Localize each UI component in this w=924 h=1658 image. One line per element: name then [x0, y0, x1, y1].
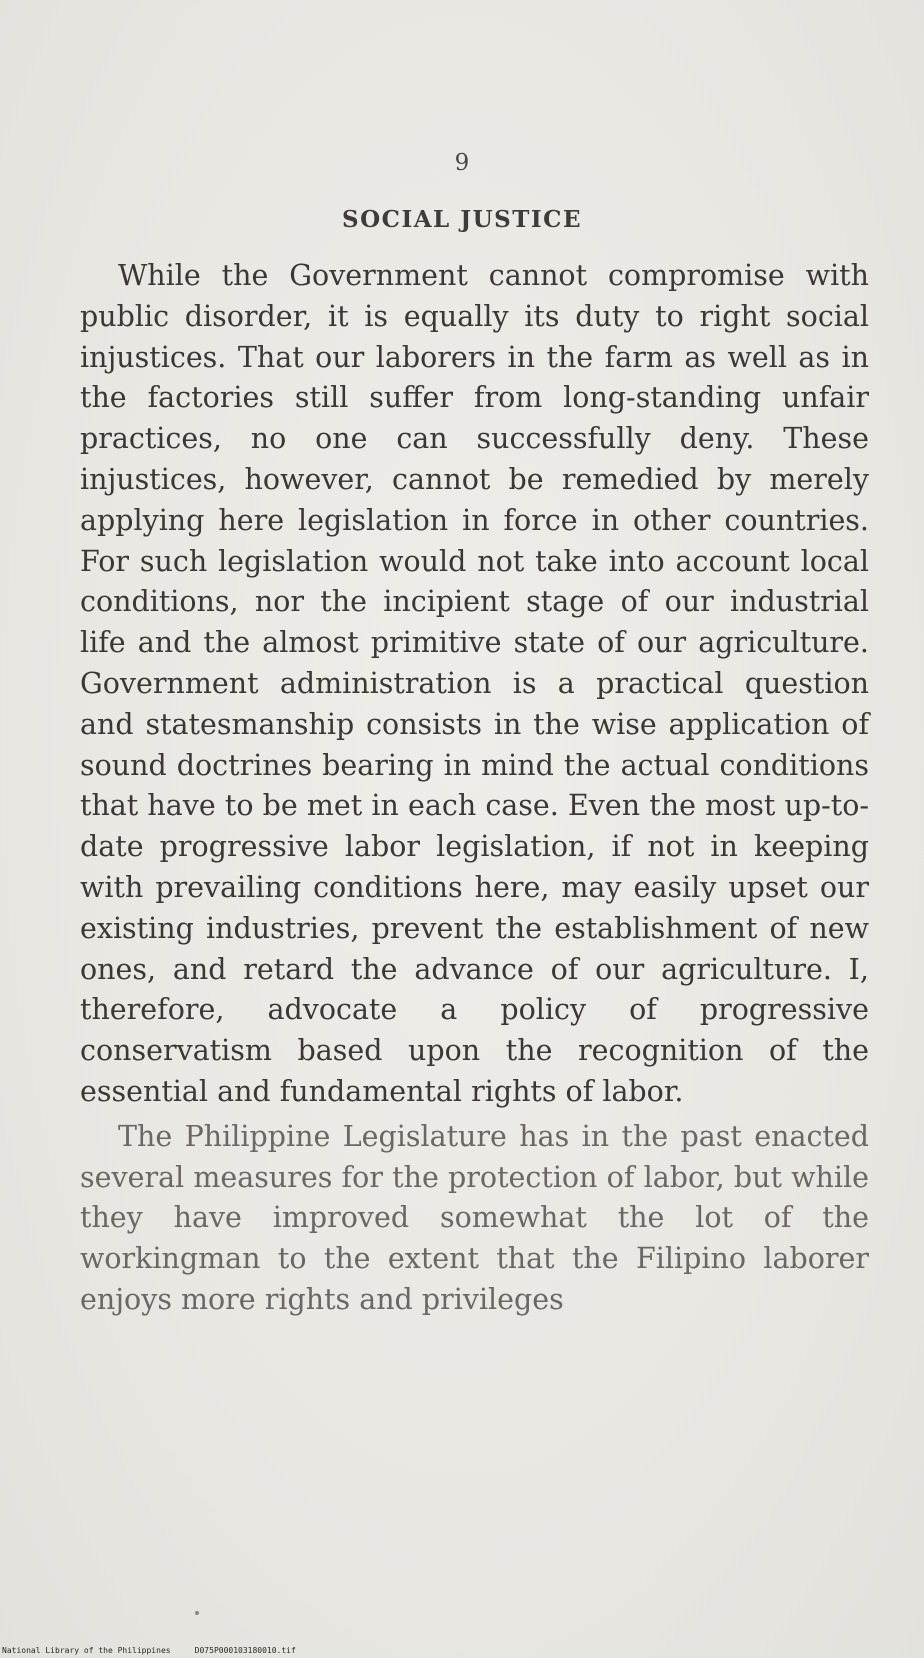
page-number: 9: [454, 150, 470, 176]
scan-footer: [2, 1646, 296, 1655]
section-title: SOCIAL JUSTICE: [342, 206, 582, 233]
scan-speck: [195, 1611, 199, 1615]
footer-file-id: D075P000103180010.tif: [194, 1646, 296, 1655]
body-text: [80, 256, 869, 1321]
paragraph-2: The Philippine Legislature has in the past enacted several measures for the protection of labor, but while they have improved somewhat the lot of the workingman to the extent that the Filipino laborer enjoys more rights and privileges: [80, 1119, 869, 1316]
footer-source: National Library of the Philippines: [2, 1646, 171, 1655]
paragraph-1: While the Government cannot compromise with public disorder, it is equally its duty to right social injustices. That our laborers in the farm as well as in the factories still suffer from long-standing unfair practices, no one can successfully deny. These injustices, however, cannot be remedied by merely applying here legislation in force in other countries. For such legislation would not take into account local conditions, nor the incipient stage of our industrial life and the almost primitive state of our agriculture. Government administration is a practical question and statesmanship consists in the wise application of sound doctrines bearing in mind the actual conditions that have to be met in each case. Even the most up-to-date progressive labor legislation, if not in keeping with prevailing conditions here, may easily upset our existing industries, prevent the establishment of new ones, and retard the advance of our agriculture. I, therefore, advocate a policy of progressive conservatism based upon the recognition of the essential and fundamental rights of labor.: [80, 259, 869, 1108]
